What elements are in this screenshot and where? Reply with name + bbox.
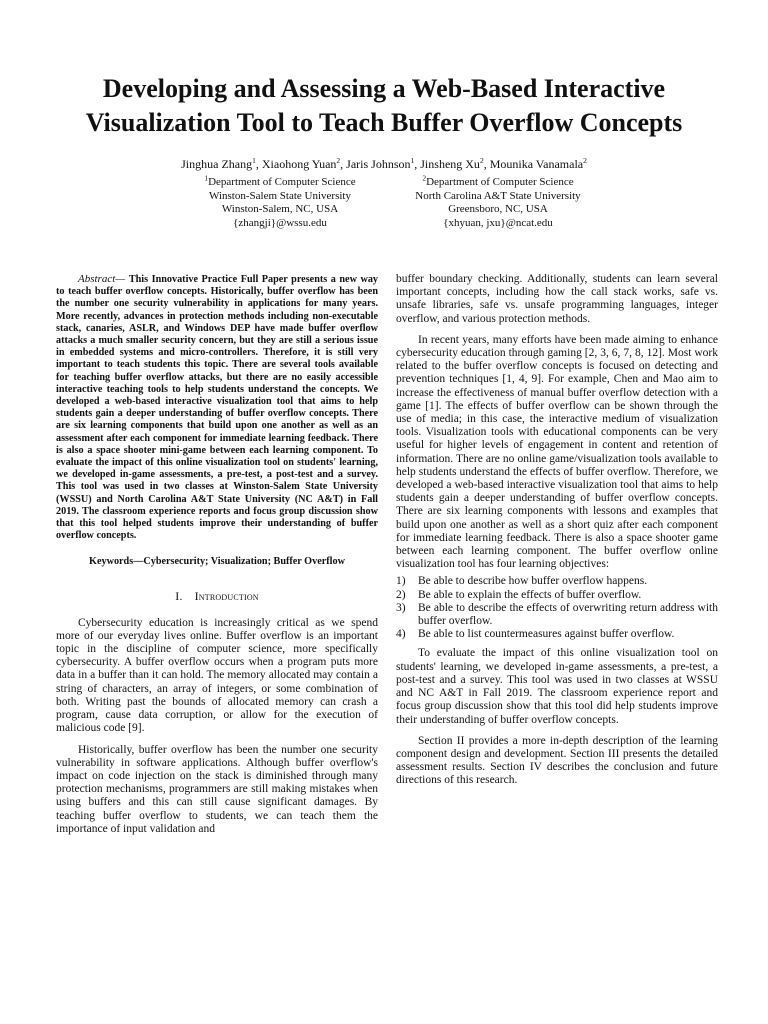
abstract-label: Abstract—: [78, 273, 129, 285]
paragraph: buffer boundary checking. Additionally, students can learn several important concepts, including how the call stack works, safe vs. unsafe libraries, safe vs. unsafe programming languages, integer overflow, and various protection methods.: [396, 273, 718, 325]
author: Jaris Johnson$^1$: [346, 156, 415, 171]
paragraph: Historically, buffer overflow has been the number one security vulnerability in software applications. Although buffer overflow's impact on code injection on the stack is diminished through many protection mechanisms, programmers are still making mistakes when using buffers and this can still cause significant damages. By teaching buffer overflow to students, we can teach them the importance of input validation and: [56, 743, 378, 835]
right-column: [396, 273, 718, 788]
paragraph: Cybersecurity education is increasingly critical as we spend more of our everyday lives online. Buffer overflow is an important topic in the discipline of computer science, more specifically cybersecurity. A buffer overflow occurs when a program puts more data in a buffer than it can hold. The memory allocated may contain a string of characters, an array of integers, or some combination of both. Writing past the bounds of allocated memory can crash a program, cause data corruption, or allow for the execution of malicious code [9].: [56, 616, 378, 735]
author: Jinsheng Xu$^2$: [420, 156, 484, 171]
list-item: 2) Be able to explain the effects of buffer overflow.: [396, 588, 642, 601]
paragraph: Section II provides a more in-depth description of the learning component design and development. Section III presents the detailed assessment results. Section IV describes the conclusion and future directions of this research.: [396, 734, 718, 787]
author: Xiaohong Yuan$^2$: [261, 156, 341, 171]
author: Jinghua Zhang$^1$: [181, 156, 256, 171]
section-heading-introduction: I. Introduction: [175, 589, 259, 604]
abstract: Abstract— This Innovative Practice Full Paper presents a new way to teach buffer overflow concepts. Historically, buffer overflow has been the number one security vulnerability in applications for many years. More recently, advances in protection methods including non-executable stack, canaries, ASLR, and Windows DEP have made buffer overflow attacks a much smaller security concern, but they are still a serious issue in embedded systems and micro-controllers. Therefore, it is still very important to teach students this topic. There are several tools available for teaching buffer overflow attacks, but there are no easily accessible interactive teaching tools to help students understand the concepts. We developed a web-based interactive visualization tool that aims to help students gain a deeper understanding of buffer overflow concepts. There are six learning components that build upon one another as well as an assessment after each component for immediate learning feedback. There is also a space shooter mini-game between each learning component. To evaluate the impact of this online visualization tool on students' learning, we developed in-game assessments, a pre-test, a post-test and a survey. This tool was used in two classes at Winston-Salem State University (WSSU) and North Carolina A&T State University (NC A&T) in Fall 2019. The classroom experience reports and focus group discussion show that this tool helped students improve their understanding of buffer overflow concepts.: [56, 273, 379, 542]
email: {xhyuan, jxu}@ncat.edu: [443, 216, 553, 229]
author-list: Jinghua Zhang$^1$, Xiaohong Yuan$^2$, Jaris Johnson$^1$, Jinsheng Xu$^2$, Mounika Vanamala$^2$: [181, 156, 587, 171]
paper-title: Developing and Assessing a Web-Based Interactive Visualization Tool to Teach Buffer Overflow Concepts: [85, 74, 683, 137]
list-item: 1) Be able to describe how buffer overflow happens.: [396, 575, 648, 588]
keywords: Keywords—Cybersecurity; Visualization; Buffer Overflow: [89, 556, 345, 568]
affiliation-ncat: $^2$Department of Computer Science North Carolina A&T State University Greensboro, NC, USA {xhyuan, jxu}@ncat.edu: [368, 176, 628, 230]
left-column: [56, 273, 378, 836]
author: Mounika Vanamala$^2$: [489, 156, 587, 171]
paragraph: To evaluate the impact of this online visualization tool on students' learning, we developed in-game assessments, a pre-test, a post-test and a survey. This tool was used in two classes at WSSU and NC A&T in Fall 2019. The classroom experience report and focus group discussion show that this tool did help students improve their understanding of buffer overflow concepts.: [396, 647, 718, 726]
objective-list: [396, 575, 718, 641]
list-item: 3) Be able to describe the effects of overwriting return address with buffer overflow.: [396, 601, 718, 628]
affiliation-wssu: $^1$Department of Computer Science Winston-Salem State University Winston-Salem, NC, USA {zhangji}@wssu.edu: [150, 176, 410, 230]
paragraph: In recent years, many efforts have been made aiming to enhance cybersecurity education through gaming [2, 3, 6, 7, 8, 12]. Most work related to the buffer overflow concepts is focused on detecting and prevention techniques [1, 4, 9]. For example, Chen and Mao aim to increase the effectiveness of manual buffer overflow detection with a game [1]. The effects of buffer overflow can be shown through the use of media; in this case, the interactive medium of visualization tools. Visualization tools with educational components can be very useful for higher levels of engagement in content and retention of information. There are no online game/visualization tools available to help students understand the effects of buffer overflow. Therefore, we developed a web-based interactive visualization tool that aims to help students gain a deeper understanding of buffer overflow concepts. There are six learning components with lessons and examples that build upon one another as well as a short quiz after each component for immediate learning feedback. There is also a space shooter game between each learning component. The buffer overflow online visualization tool has four learning objectives:: [396, 333, 718, 571]
email: {zhangji}@wssu.edu: [233, 216, 327, 229]
list-item: 4) Be able to list countermeasures against buffer overflow.: [396, 628, 675, 641]
